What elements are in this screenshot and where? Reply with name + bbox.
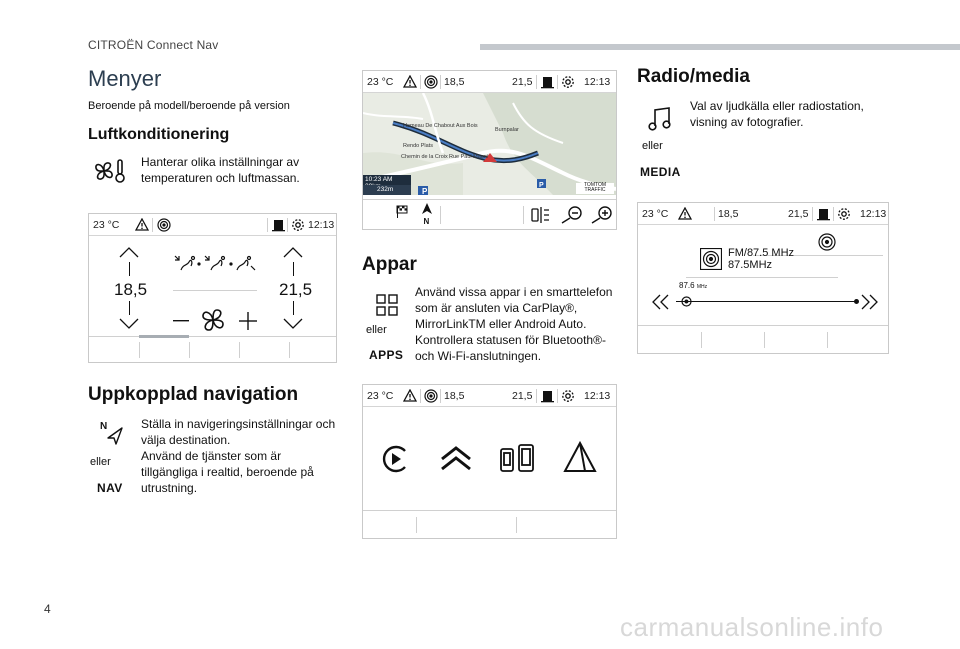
page-number: 4 — [44, 602, 51, 616]
settings-icon[interactable] — [837, 207, 851, 221]
right-temp: 21,5 — [512, 390, 533, 402]
mirrorlink-icon[interactable] — [499, 443, 535, 475]
radio-signal-icon[interactable] — [818, 233, 836, 251]
map-view-icon[interactable] — [531, 206, 551, 224]
right-temp: 21,5 — [788, 208, 809, 220]
station-name: 87.5MHz — [728, 259, 773, 271]
clock: 12:13 — [584, 76, 611, 88]
left-temp-up-button[interactable] — [119, 246, 139, 258]
map-label: Rue Paul Magni — [449, 154, 489, 160]
header-bar — [480, 44, 960, 50]
svg-text:P: P — [539, 182, 544, 189]
left-temp: 18,5 — [444, 390, 465, 402]
apps-bottom-bar — [363, 510, 616, 538]
fan-icon — [199, 306, 227, 334]
radio-screen — [637, 202, 889, 354]
left-temp-down-button[interactable] — [119, 318, 139, 330]
climate-fan-icon — [92, 158, 126, 184]
svg-text:N: N — [423, 217, 430, 226]
left-temp: 18,5 — [718, 208, 739, 220]
radio-bottom-bar — [638, 325, 888, 353]
radio-desc: Val av ljudkälla eller radiostation, visning av fotografier. — [690, 99, 864, 129]
tuning-knob[interactable] — [681, 296, 692, 307]
climate-title: Luftkonditionering — [88, 126, 230, 143]
distance-box: 232m — [363, 185, 411, 195]
right-temp-value: 21,5 — [279, 280, 313, 299]
left-temp-value: 18,5 — [114, 280, 148, 299]
map-label: Hameau De Chabout Aux Bois — [403, 123, 478, 129]
warning-icon — [678, 207, 692, 220]
phone-icon — [816, 207, 830, 221]
menus-title: Menyer — [88, 66, 162, 91]
apps-or: eller — [366, 324, 387, 336]
map-label: Chemin de la Croix — [401, 154, 448, 160]
android-auto-icon[interactable] — [439, 443, 473, 475]
outside-temp: 23 °C — [93, 219, 120, 231]
compass-north-icon[interactable] — [420, 202, 434, 226]
settings-icon[interactable] — [291, 218, 305, 232]
svg-text:P: P — [422, 187, 428, 195]
outside-temp: 23 °C — [642, 208, 669, 220]
apps-desc: Använd vissa appar i en smarttelefon som är ansluten via CarPlay®, MirrorLinkTM eller Android Auto. Kontrollera statusen för Bluetooth®- och Wi-Fi-anslutningen. — [415, 285, 613, 363]
fan-increase-button[interactable] — [239, 312, 257, 330]
tuning-track[interactable] — [676, 301, 856, 302]
outside-temp: 23 °C — [367, 76, 394, 88]
nav-status-bar — [363, 71, 616, 93]
right-temp-down-button[interactable] — [283, 318, 303, 330]
apps-screen — [362, 384, 617, 539]
climate-status-bar — [89, 214, 336, 236]
wifi-icon — [157, 218, 171, 232]
eta-box: 10:23 AM — [363, 175, 411, 185]
left-temp: 18,5 — [444, 76, 465, 88]
svg-text:N: N — [100, 421, 108, 432]
radio-title: Radio/media — [637, 66, 750, 87]
phone-icon — [540, 75, 554, 89]
airflow-mode-icons[interactable] — [173, 254, 263, 274]
phone-icon — [271, 218, 285, 232]
menus-subtitle: Beroende på modell/beroende på version — [88, 100, 290, 112]
outside-temp: 23 °C — [367, 390, 394, 402]
warning-icon — [135, 218, 149, 231]
radio-key: MEDIA — [640, 165, 681, 179]
map-label: Burnpalar — [495, 127, 519, 133]
station-radio-icon — [700, 248, 722, 270]
zoom-in-button[interactable] — [591, 206, 613, 224]
map-label: Rendo Plats — [403, 143, 433, 149]
navigation-title: Uppkopplad navigation — [88, 384, 299, 405]
wifi-icon — [424, 75, 438, 89]
clock: 12:13 — [860, 208, 887, 220]
nav-arrow-icon — [100, 420, 126, 446]
navigation-screen — [362, 70, 617, 230]
climate-bottom-bar — [89, 336, 336, 362]
apps-title: Appar — [362, 254, 417, 275]
zoom-out-button[interactable] — [561, 206, 583, 224]
music-note-icon — [648, 106, 672, 132]
warning-icon — [403, 389, 417, 402]
seek-forward-button[interactable] — [858, 294, 878, 310]
settings-icon[interactable] — [561, 389, 575, 403]
carplay-icon[interactable] — [379, 443, 411, 475]
clock: 12:13 — [308, 219, 335, 231]
phone-icon — [540, 389, 554, 403]
warning-icon — [403, 75, 417, 88]
clock: 12:13 — [584, 390, 611, 402]
seek-back-button[interactable] — [652, 294, 672, 310]
wifi-icon — [424, 389, 438, 403]
freq-readout: 87.6 MHz — [679, 281, 708, 290]
apps-grid-icon — [376, 294, 398, 316]
navigation-or: eller — [90, 456, 111, 468]
apps-status-bar — [363, 385, 616, 407]
watermark: carmanualsonline.info — [620, 612, 884, 642]
climate-desc: Hanterar olika inställningar av temperaturen och luftmassan. — [141, 155, 300, 185]
header-brand: CITROËN Connect Nav — [88, 38, 219, 52]
radio-or: eller — [642, 140, 663, 152]
settings-icon[interactable] — [561, 75, 575, 89]
connectivity-icon[interactable] — [563, 441, 597, 475]
navigation-key: NAV — [97, 481, 123, 495]
nav-bottom-bar — [363, 199, 616, 229]
station-frequency: FM/87.5 MHz — [728, 247, 795, 259]
right-temp-up-button[interactable] — [283, 246, 303, 258]
apps-key: APPS — [369, 348, 404, 362]
navigation-desc: Ställa in navigeringsinställningar och välja destination. Använd de tjänster som är tillgängliga i realtid, beroende på utrustning. — [141, 417, 336, 495]
climate-screen — [88, 213, 337, 363]
traffic-logo: TOMTOM TRAFFIC — [576, 183, 614, 194]
destination-flag-icon[interactable] — [395, 204, 409, 218]
right-temp: 21,5 — [512, 76, 533, 88]
fan-decrease-button[interactable] — [173, 320, 189, 322]
radio-status-bar — [638, 203, 888, 225]
